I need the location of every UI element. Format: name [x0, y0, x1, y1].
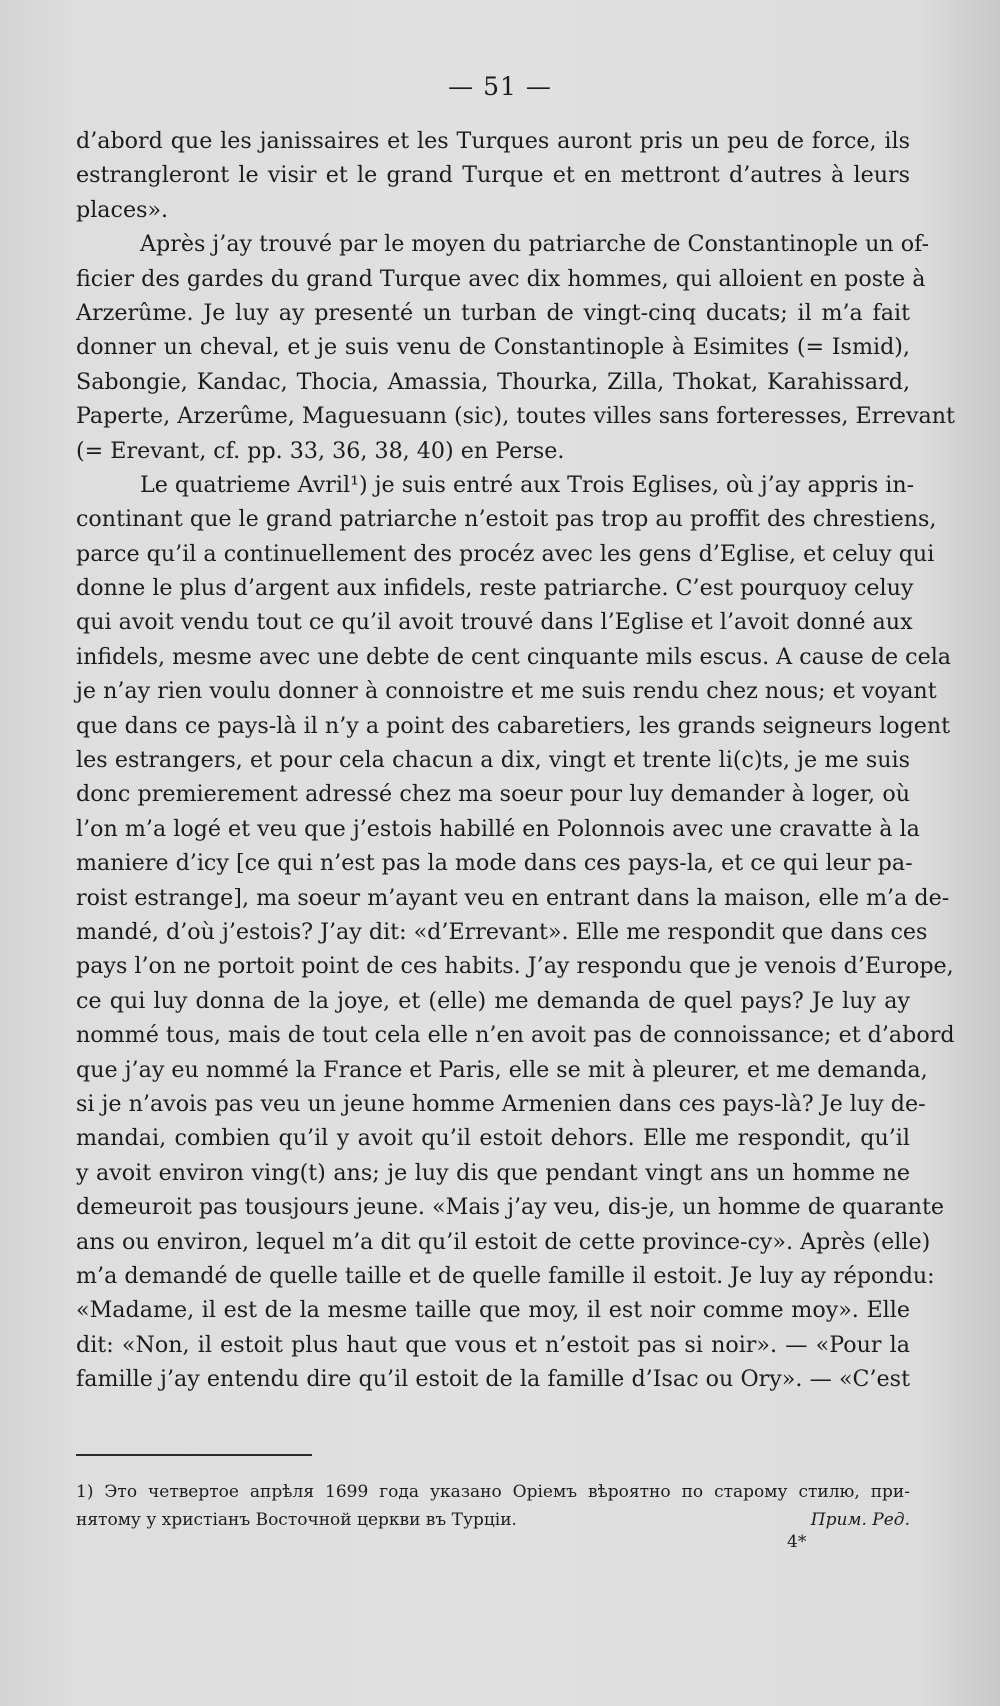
- body-line: les estrangers, et pour cela chacun a dix, vingt et trente li(c)ts, je me suis: [76, 747, 910, 774]
- footnote-line: 1) Это четвертое апрѣля 1699 года указано Оріемъ вѣроятно по старому стилю, при-: [76, 1482, 910, 1502]
- body-line: mandai, combien qu’il y avoit qu’il estoit dehors. Elle me respondit, qu’il: [76, 1125, 910, 1152]
- body-line: donc premierement adressé chez ma soeur pour luy demander à loger, où: [76, 781, 910, 808]
- printer-signature-mark: 4*: [787, 1532, 807, 1552]
- body-line: si je n’avois pas veu un jeune homme Armenien dans ces pays-là? Je luy de-: [76, 1090, 926, 1117]
- body-line: donne le plus d’argent aux infidels, reste patriarche. C’est pourquoy celuy: [76, 575, 914, 602]
- page-number: — 51 —: [448, 72, 552, 101]
- body-line: Sabongie, Kandac, Thocia, Amassia, Thourka, Zilla, Thokat, Karahissard,: [76, 368, 910, 395]
- body-line: d’abord que les janissaires et les Turques auront pris un peu de force, ils: [76, 128, 910, 154]
- body-line: je n’ay rien voulu donner à connoistre et me suis rendu chez nous; et voyant: [76, 678, 937, 705]
- body-line: y avoit environ ving(t) ans; je luy dis que pendant vingt ans un homme ne: [76, 1159, 910, 1186]
- body-line: maniere d’icy [ce qui n’est pas la mode dans ces pays-la, et ce qui leur pa-: [76, 850, 913, 877]
- body-line: infidels, mesme avec une debte de cent cinquante mils escus. A cause de cela: [76, 643, 952, 670]
- body-line: demeuroit pas tousjours jeune. «Mais j’ay veu, dis-je, un homme de quarante: [76, 1194, 945, 1221]
- body-line: estrangleront le visir et le grand Turque et en mettront d’autres à leurs: [76, 162, 910, 189]
- body-line: ce qui luy donna de la joye, et (elle) me demanda de quel pays? Je luy ay: [76, 987, 910, 1014]
- body-line: Le quatrieme Avril¹) je suis entré aux Trois Eglises, où j’ay appris in-: [140, 471, 915, 498]
- footnote-line-row: [76, 1506, 910, 1534]
- body-line: que j’ay eu nommé la France et Paris, elle se mit à pleurer, et me demanda,: [76, 1056, 928, 1083]
- body-line: famille j’ay entendu dire qu’il estoit de la famille d’Isac ou Ory». — «C’est: [76, 1366, 910, 1393]
- body-line: roist estrange], ma soeur m’ayant veu en entrant dans la maison, elle m’a de-: [76, 884, 950, 911]
- body-line: continant que le grand patriarche n’estoit pas trop au proffit des chrestiens,: [76, 506, 937, 533]
- body-line: places».: [76, 196, 169, 223]
- footnote-editor-signature: Прим. Ред.: [810, 1510, 910, 1530]
- body-line: pays l’on ne portoit point de ces habits. J’ay respondu que je venois d’Europe,: [76, 953, 954, 980]
- body-line: parce qu’il a continuellement des procéz avec les gens d’Eglise, et celuy qui: [76, 540, 935, 567]
- body-line: que dans ce pays-là il n’y a point des cabaretiers, les grands seigneurs logent: [76, 712, 951, 739]
- body-line: ans ou environ, lequel m’a dit qu’il estoit de cette province-cy». Après (elle): [76, 1228, 931, 1255]
- footnote: [76, 1478, 910, 1534]
- body-line: m’a demandé de quelle taille et de quelle famille il estoit. Je luy ay répondu:: [76, 1262, 935, 1289]
- body-line: Arzerûme. Je luy ay presenté un turban de vingt-cinq ducats; il m’a fait: [76, 299, 910, 326]
- footnote-line: нятому у христіанъ Восточной церкви въ Турціи.: [76, 1510, 517, 1530]
- body-text: [76, 124, 955, 1396]
- footnote-divider: [76, 1454, 312, 1456]
- body-line: donner un cheval, et je suis venu de Constantinople à Esimites (= Ismid),: [76, 334, 910, 361]
- body-line: qui avoit vendu tout ce qu’il avoit trouvé dans l’Eglise et l’avoit donné aux: [76, 609, 913, 636]
- body-line: l’on m’a logé et veu que j’estois habillé en Polonnois avec une cravatte à la: [76, 815, 920, 842]
- body-line: (= Erevant, cf. pp. 33, 36, 38, 40) en Perse.: [76, 437, 565, 464]
- body-line: dit: «Non, il estoit plus haut que vous et n’estoit pas si noir». — «Pour la: [76, 1331, 910, 1358]
- body-line: Paperte, Arzerûme, Maguesuann (sic), toutes villes sans forteresses, Errevant: [76, 403, 955, 430]
- body-line: Après j’ay trouvé par le moyen du patriarche de Constantinople un of-: [140, 231, 930, 258]
- body-line: ficier des gardes du grand Turque avec dix hommes, qui alloient en poste à: [76, 265, 926, 292]
- body-line: «Madame, il est de la mesme taille que moy, il est noir comme moy». Elle: [76, 1297, 910, 1324]
- body-line: mandé, d’où j’estois? J’ay dit: «d’Errevant». Elle me respondit que dans ces: [76, 918, 928, 945]
- body-line: nommé tous, mais de tout cela elle n’en avoit pas de connoissance; et d’abord: [76, 1022, 955, 1049]
